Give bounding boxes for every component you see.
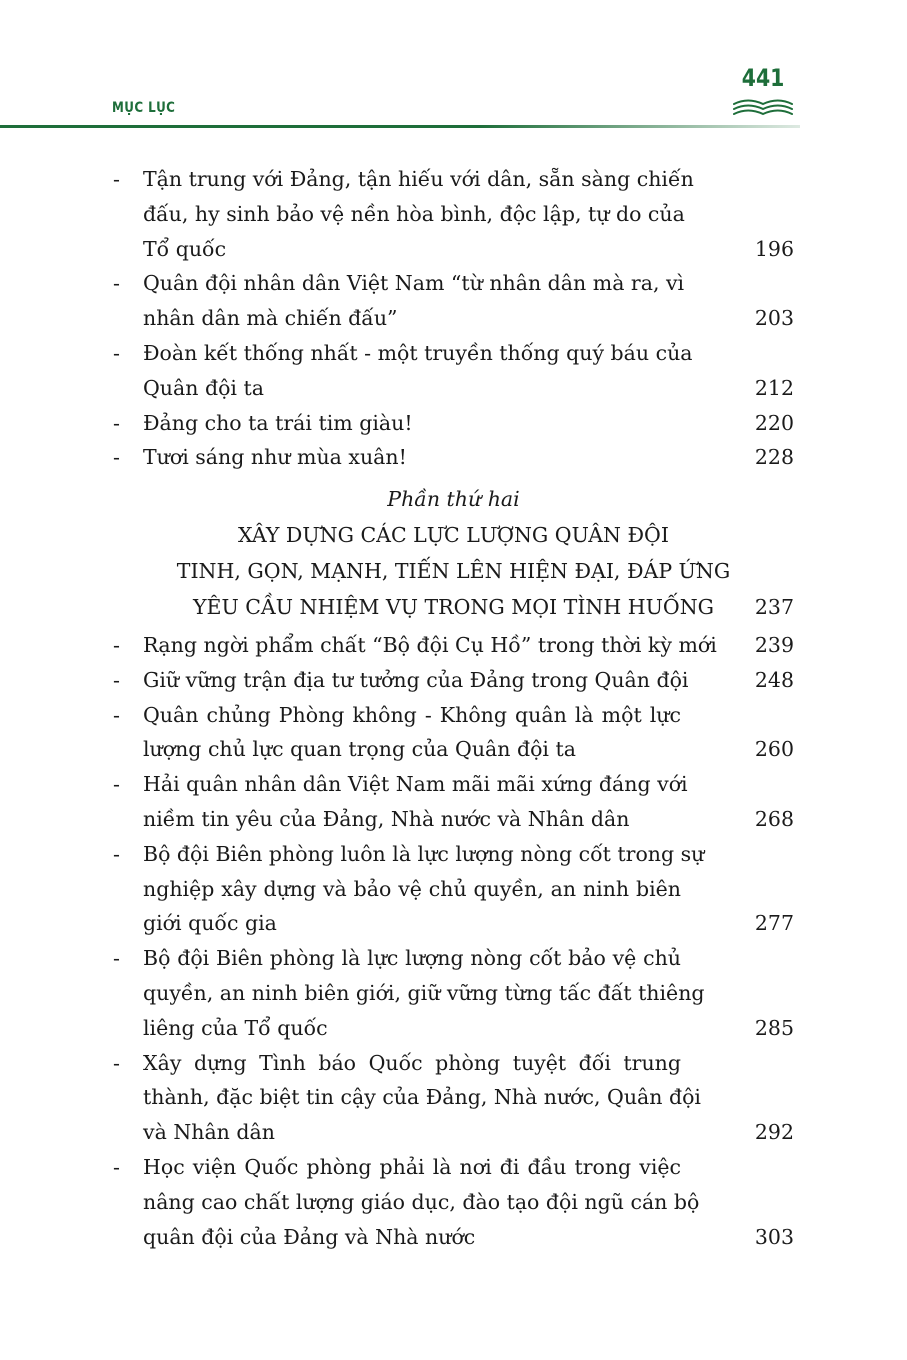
toc-entry-text: liêng của Tổ quốc — [143, 1015, 328, 1040]
toc-entry-line — [0, 406, 907, 440]
header-rule — [0, 125, 800, 128]
toc-entry-text: nhân dân mà chiến đấu” — [143, 306, 398, 331]
toc-entry-line — [0, 371, 907, 405]
toc-entry-line — [0, 1220, 907, 1254]
list-dash: - — [113, 410, 120, 435]
toc-entry-line — [0, 872, 907, 906]
toc-page-number: 303 — [754, 1224, 794, 1249]
list-dash: - — [113, 341, 120, 365]
toc-entry-text: thành, đặc biệt tin cậy của Đảng, Nhà nước, Quân đội — [143, 1085, 701, 1110]
toc-entry-line — [0, 197, 907, 231]
toc-entry-text: Đảng cho ta trái tim giàu! — [143, 410, 413, 435]
toc-entry-text: Tổ quốc — [143, 236, 227, 261]
toc-page-number: 268 — [754, 807, 794, 831]
part-title-row — [0, 590, 907, 624]
toc-entry-line — [0, 837, 907, 871]
toc-entry-line — [0, 1011, 907, 1045]
list-dash: - — [113, 841, 120, 866]
toc-entry-text: Quân chủng Phòng không - Không quân là một lực — [143, 702, 681, 727]
toc-entry-text: Quân đội nhân dân Việt Nam “từ nhân dân mà ra, vì — [143, 271, 685, 296]
list-dash: - — [113, 271, 120, 296]
toc-entry-text: Quân đội ta — [143, 375, 264, 400]
toc-entry-line — [0, 732, 907, 766]
toc-entry-text: Tươi sáng như mùa xuân! — [143, 445, 407, 470]
part-title-line: YÊU CẦU NHIỆM VỤ TRONG MỌI TÌNH HUỐNG — [192, 595, 715, 619]
list-dash: - — [113, 702, 120, 727]
list-dash: - — [113, 1050, 120, 1075]
toc-page-number: 239 — [754, 633, 794, 657]
toc-entry-line — [0, 301, 907, 335]
toc-page-number: 292 — [754, 1120, 794, 1145]
toc-entry-line — [0, 336, 907, 370]
page-number: 441 — [741, 64, 785, 92]
toc-entry-text: và Nhân dân — [143, 1120, 275, 1145]
section-title: MỤC LỤC — [112, 100, 176, 116]
toc-entry-line — [0, 663, 907, 697]
toc-entry-text: Tận trung với Đảng, tận hiếu với dân, sẵn sàng chiến — [143, 167, 694, 191]
toc-entry-text: Rạng ngời phẩm chất “Bộ đội Cụ Hồ” trong thời kỳ mới — [143, 633, 717, 657]
toc-entry-line — [0, 698, 907, 732]
toc-entry-text: niềm tin yêu của Đảng, Nhà nước và Nhân dân — [143, 807, 630, 831]
toc-entry-text: Giữ vững trận địa tư tưởng của Đảng trong Quân đội — [143, 667, 689, 692]
list-dash: - — [113, 667, 120, 692]
toc-page-number: 220 — [754, 410, 794, 435]
toc-entry-line — [0, 802, 907, 836]
toc-entry-text: nghiệp xây dựng và bảo vệ chủ quyền, an ninh biên — [143, 876, 681, 901]
toc-entry-line — [0, 1080, 907, 1114]
toc-entry-text: Bộ đội Biên phòng luôn là lực lượng nòng cốt trong sự — [143, 841, 705, 866]
toc-page-number: 277 — [754, 911, 794, 936]
toc-entry-line — [0, 941, 907, 975]
toc-entry-text: Hải quân nhân dân Việt Nam mãi mãi xứng đáng với — [143, 772, 688, 797]
toc-page-number: 203 — [754, 306, 794, 331]
toc-entry-line — [0, 628, 907, 662]
toc-entry-text: nâng cao chất lượng giáo dục, đào tạo đội ngũ cán bộ — [143, 1189, 700, 1214]
list-dash: - — [113, 167, 120, 191]
toc-entry-text: Học viện Quốc phòng phải là nơi đi đầu trong việc — [143, 1155, 681, 1179]
list-dash: - — [113, 445, 120, 470]
toc-page-number: 260 — [754, 737, 794, 762]
toc-entry-line — [0, 1150, 907, 1184]
toc-entry-line — [0, 162, 907, 196]
toc-entry-line — [0, 232, 907, 266]
toc-page-number: 285 — [754, 1015, 794, 1040]
part-label: Phần thứ hai — [387, 487, 520, 511]
toc-entry-line — [0, 1046, 907, 1080]
part-title-line: XÂY DỰNG CÁC LỰC LƯỢNG QUÂN ĐỘI — [238, 523, 669, 547]
toc-entry-line — [0, 440, 907, 474]
toc-entry-text: lượng chủ lực quan trọng của Quân đội ta — [143, 737, 576, 762]
toc-entry-line — [0, 1185, 907, 1219]
toc-page-number: 237 — [754, 595, 794, 619]
toc-entry-text: quân đội của Đảng và Nhà nước — [143, 1224, 476, 1249]
toc-entry-line — [0, 1115, 907, 1149]
list-dash: - — [113, 633, 120, 657]
toc-page-number: 212 — [754, 375, 794, 400]
toc-entry-text: quyền, an ninh biên giới, giữ vững từng tấc đất thiêng — [143, 981, 705, 1005]
toc-entry-line — [0, 976, 907, 1010]
toc-entry-line — [0, 767, 907, 801]
list-dash: - — [113, 946, 120, 971]
toc-entry-line — [0, 906, 907, 940]
toc-entry-line — [0, 266, 907, 300]
toc-entry-text: giới quốc gia — [143, 911, 277, 936]
toc-page-number: 196 — [754, 236, 794, 261]
toc-entry-text: Bộ đội Biên phòng là lực lượng nòng cốt bảo vệ chủ — [143, 946, 681, 971]
part-title-line: TINH, GỌN, MẠNH, TIẾN LÊN HIỆN ĐẠI, ĐÁP ỨNG — [176, 559, 731, 583]
toc-entry-text: Xây dựng Tình báo Quốc phòng tuyệt đối trung — [143, 1050, 681, 1075]
toc-entry-text: Đoàn kết thống nhất - một truyền thống quý báu của — [143, 341, 693, 365]
toc-entry-text: đấu, hy sinh bảo vệ nền hòa bình, độc lập, tự do của — [143, 201, 685, 226]
list-dash: - — [113, 1155, 120, 1179]
list-dash: - — [113, 772, 120, 797]
toc-page-number: 248 — [754, 667, 794, 692]
open-book-icon — [730, 94, 796, 120]
toc-page-number: 228 — [754, 445, 794, 470]
